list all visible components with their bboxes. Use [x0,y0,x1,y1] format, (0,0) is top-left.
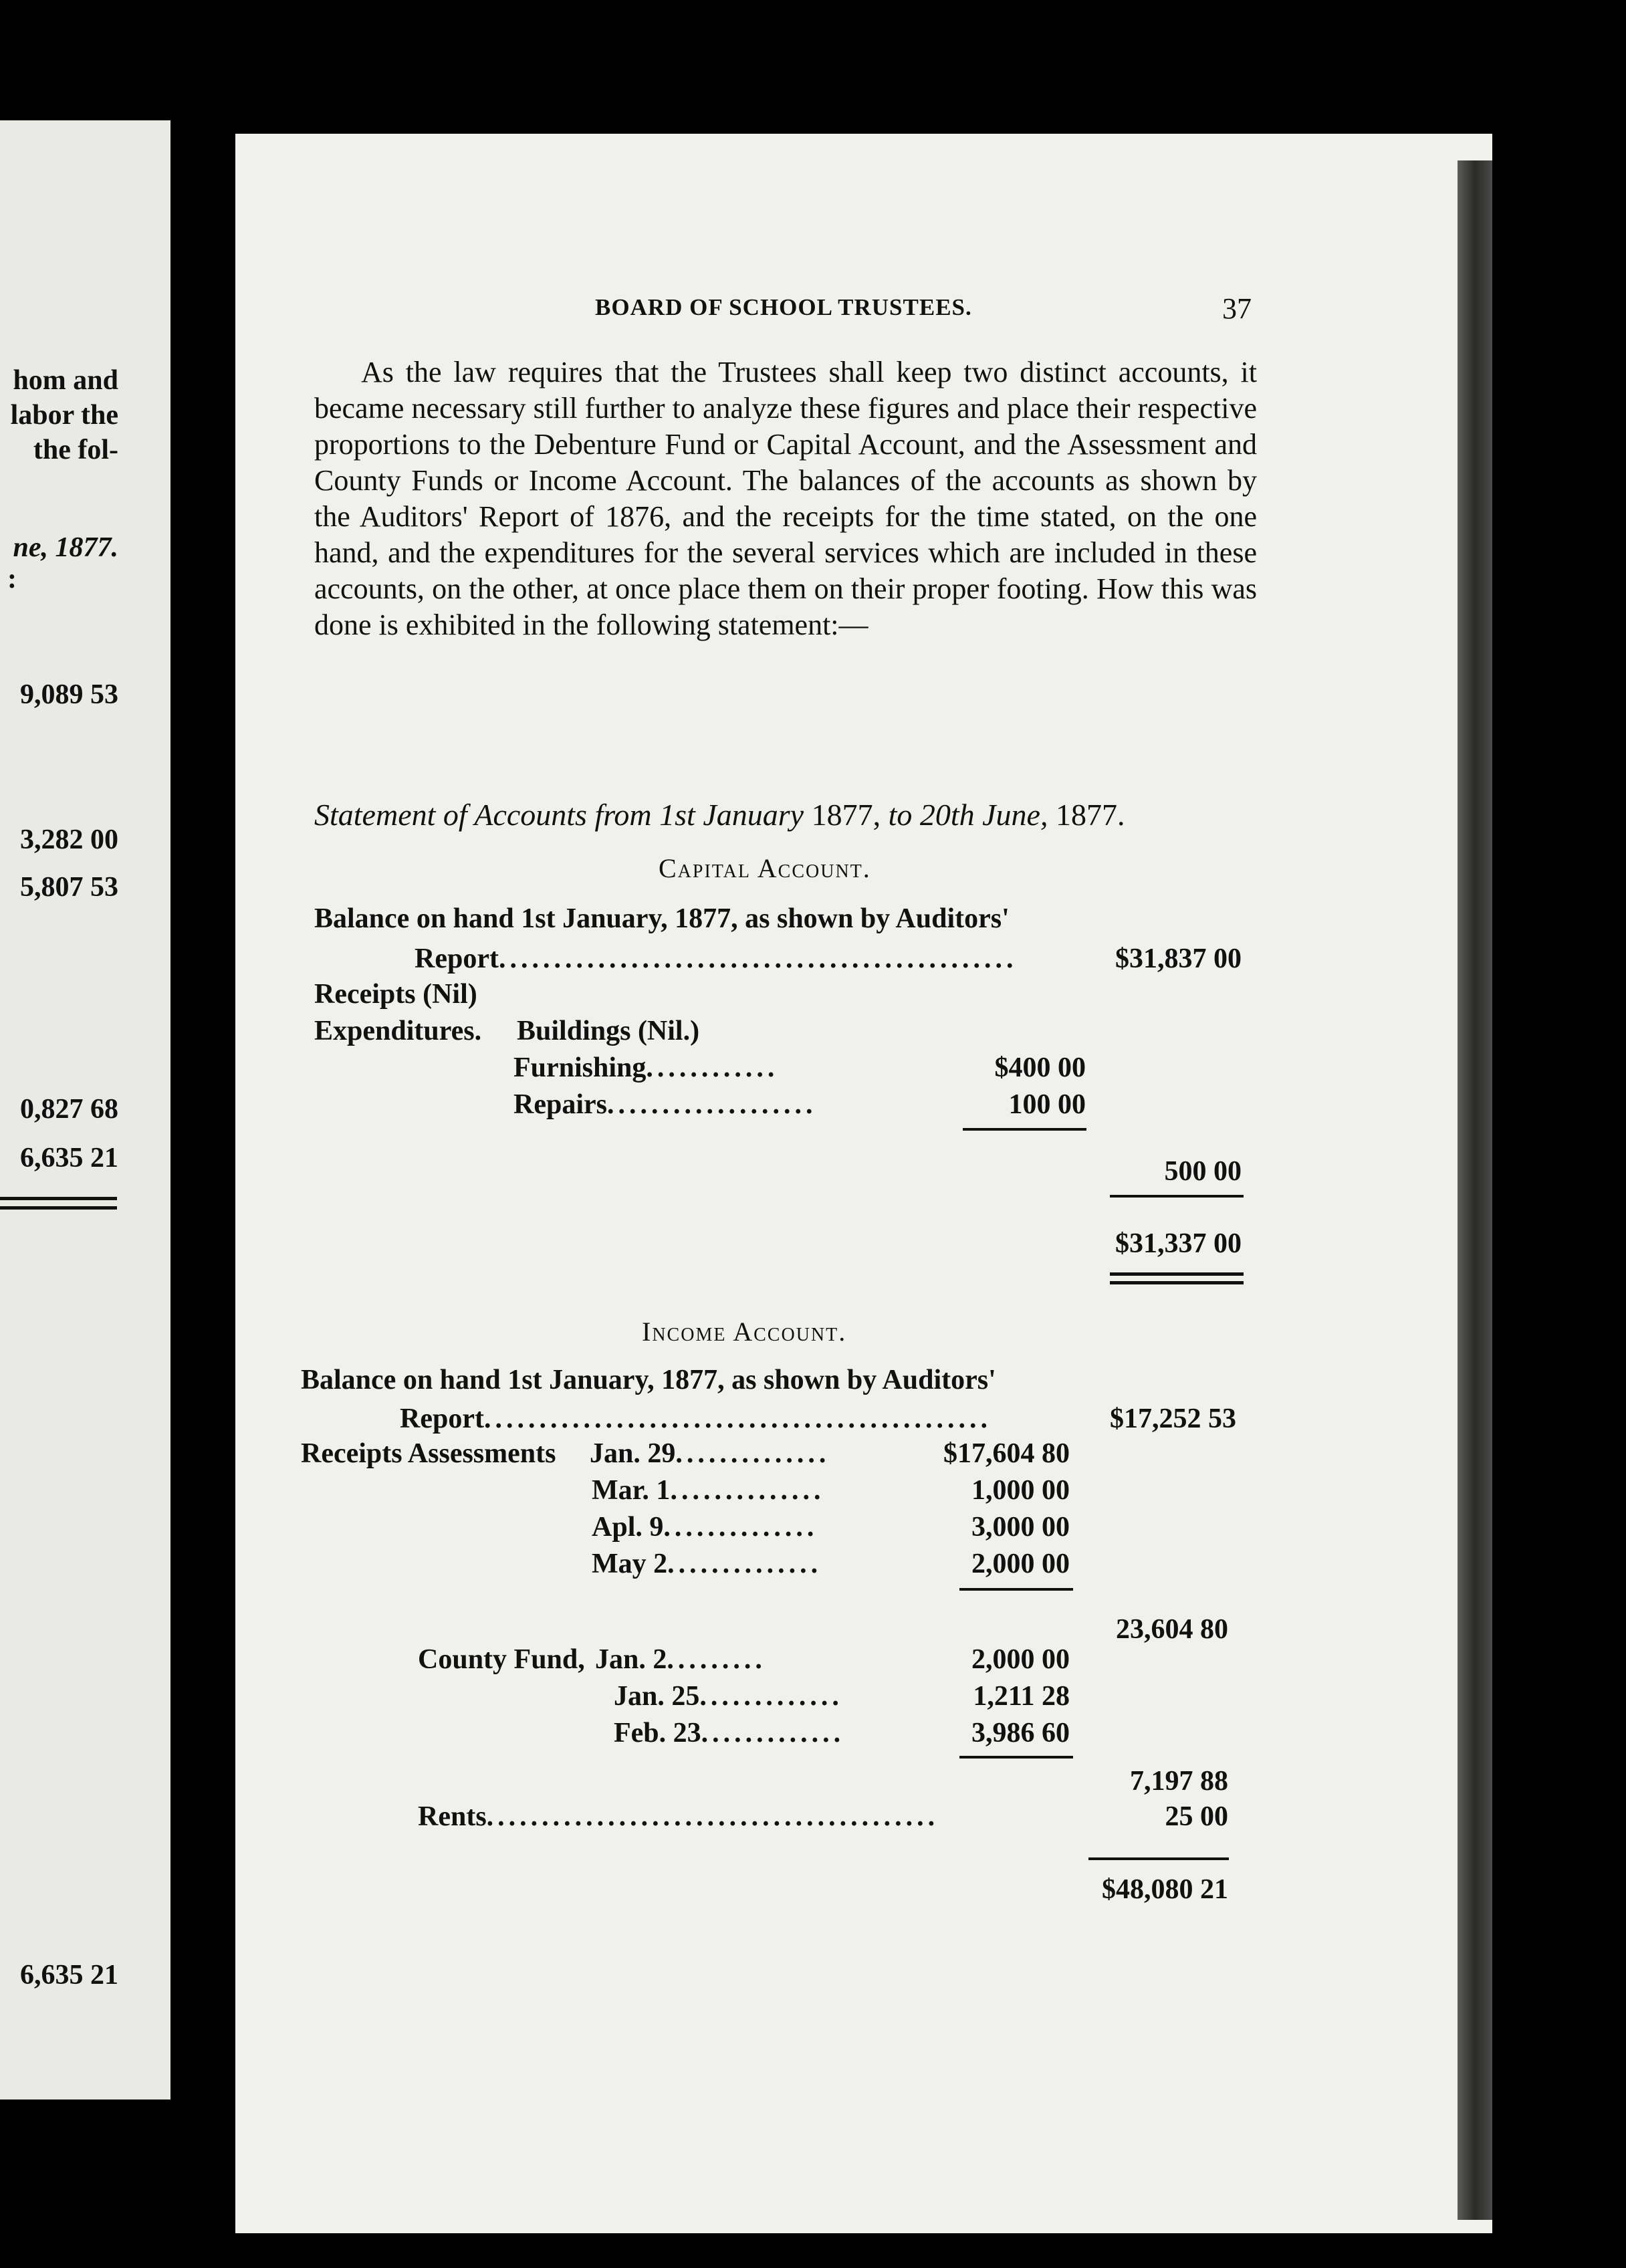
capital-furnishing-amount: $400 00 [994,1052,1086,1083]
page-number: 37 [1222,292,1252,325]
subtotal-rule [963,1128,1086,1131]
double-rule [1110,1272,1244,1276]
capital-balance-line: Balance on hand 1st January, 1877, as shown by Auditors' [314,903,1010,934]
left-text-line: labor the [10,400,118,431]
income-report-label: Report.............................................. [400,1403,992,1434]
statement-from-year: 1877, [811,798,881,832]
county-amount: 2,000 00 [971,1644,1070,1675]
rents-label: Rents [418,1801,487,1832]
repairs-label: Repairs [513,1089,607,1120]
capital-account-title: Capital Account. [659,853,871,883]
subtotal-rule [959,1756,1073,1759]
rents-amount: 25 00 [1165,1801,1228,1832]
capital-repairs-amount: 100 00 [1008,1089,1086,1120]
income-total: $48,080 21 [1102,1874,1228,1905]
assessment-amount: $17,604 80 [943,1438,1070,1469]
capital-report-label: Report............................................... [415,943,1018,974]
left-amount: 6,635 21 [20,1960,118,1991]
assessment-date: Mar. 1 [592,1475,671,1506]
assessment-date: Apl. 9 [592,1512,664,1543]
rents-row: Rents......................................... [418,1801,939,1832]
county-amount: 1,211 28 [973,1681,1070,1712]
double-rule [1110,1281,1244,1284]
county-row: Feb. 23............. [614,1718,845,1748]
left-amount: 9,089 53 [20,679,118,710]
capital-receipts: Receipts (Nil) [314,979,477,1010]
furnishing-label: Furnishing [513,1052,647,1083]
assessment-row: Jan. 29.............. [590,1438,830,1469]
subtotal-rule [959,1588,1073,1591]
statement-to-date: 20th June, [919,798,1048,832]
income-report-amount: $17,252 53 [1110,1403,1236,1434]
capital-expenditures-label: Expenditures. [314,1016,482,1046]
county-fund-label: County Fund, [418,1644,585,1675]
total-rule [1088,1857,1229,1860]
assessment-date: Jan. 29 [590,1438,676,1469]
book-edge [1458,160,1492,2220]
county-amount: 3,986 60 [971,1718,1070,1748]
assessment-date: May 2 [592,1549,668,1579]
assessments-total: 23,604 80 [1116,1614,1228,1645]
left-amount: 5,807 53 [20,872,118,903]
assessment-row: Mar. 1.............. [592,1475,825,1506]
county-date: Feb. 23 [614,1718,701,1748]
statement-from-date: 1st January [659,798,804,832]
capital-report-amount: $31,837 00 [1115,943,1242,974]
capital-repairs: Repairs................... [513,1089,817,1120]
left-text-line: ne, 1877. [13,532,118,563]
left-text-line: : [7,564,17,594]
statement-to-year: 1877. [1055,798,1125,832]
report-label: Report [415,943,499,974]
left-amount: 0,827 68 [20,1094,118,1125]
capital-total: $31,337 00 [1115,1228,1242,1259]
left-amount: 6,635 21 [20,1143,118,1173]
county-row: Jan. 2......... [595,1644,766,1675]
assessment-amount: 2,000 00 [971,1549,1070,1579]
assessment-amount: 1,000 00 [971,1475,1070,1506]
capital-buildings: Buildings (Nil.) [517,1016,700,1046]
left-text-line: hom and [13,365,118,396]
left-text-line: the fol- [33,435,118,465]
county-total: 7,197 88 [1130,1766,1228,1797]
assessment-row: Apl. 9.............. [592,1512,818,1543]
body-paragraph [314,354,1257,643]
capital-subtotal: 500 00 [1164,1156,1242,1187]
assessment-row: May 2.............. [592,1549,822,1579]
statement-prefix: Statement of Accounts from [314,798,652,832]
left-page-fragment [0,120,170,2100]
county-date: Jan. 25 [614,1681,700,1712]
income-account-title: Income Account. [642,1317,847,1347]
income-receipts-label: Receipts Assessments [301,1438,556,1469]
statement-to: to [888,798,913,832]
county-date: Jan. 2 [595,1644,667,1675]
total-rule [1110,1195,1244,1198]
assessment-amount: 3,000 00 [971,1512,1070,1543]
left-amount: 3,282 00 [20,824,118,855]
left-double-rule [0,1197,117,1200]
paragraph-text: As the law requires that the Trustees shall keep two distinct accounts, it became necessary still further to analyze these figures and place their respective proportions to the Debenture Fund or Capital Account, and the Assessment and County Funds or Income Account. The balances of the accounts as shown by the Auditors' Report of 1876, and the receipts for the time stated, on the one hand, and the expenditures for the several services which are included in these accounts, on the other, at once place them on their proper footing. How this was done is exhibited in the following statement:— [314,356,1257,641]
left-double-rule [0,1206,117,1210]
report-label: Report [400,1403,484,1434]
statement-heading [314,797,1125,832]
running-header: BOARD OF SCHOOL TRUSTEES. [595,294,972,320]
capital-furnishing: Furnishing............ [513,1052,779,1083]
income-balance-line: Balance on hand 1st January, 1877, as shown by Auditors' [301,1365,996,1395]
county-row: Jan. 25............. [614,1681,843,1712]
